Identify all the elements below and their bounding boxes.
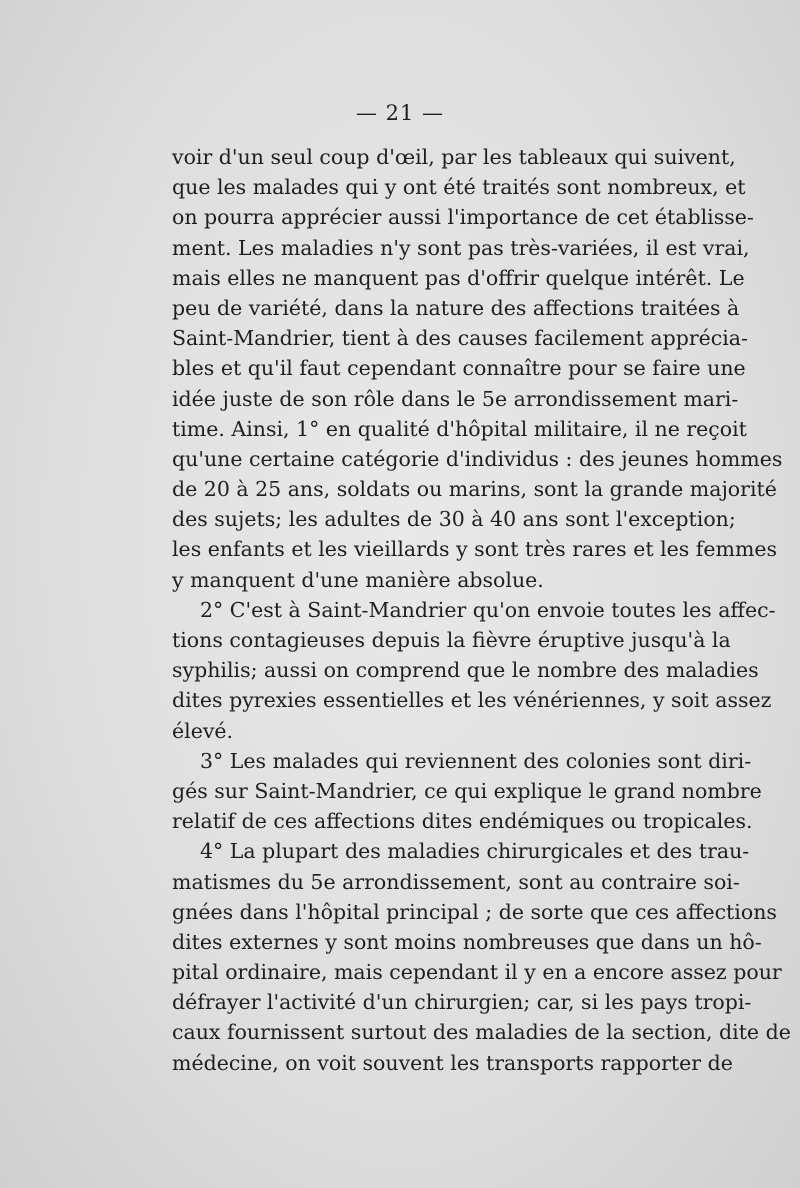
- text-line: gnées dans l'hôpital principal ; de sorte que ces affections: [172, 899, 777, 924]
- text-line: y manquent d'une manière absolue.: [172, 567, 544, 592]
- text-line: ment. Les maladies n'y sont pas très-variées, il est vrai,: [172, 235, 750, 260]
- text-line: que les malades qui y ont été traités sont nombreux, et: [172, 175, 746, 200]
- text-line: qu'une certaine catégorie d'individus : des jeunes hommes: [172, 446, 783, 471]
- text-line: idée juste de son rôle dans le 5e arrondissement mari-: [172, 386, 739, 411]
- text-line: dites externes y sont moins nombreuses que dans un hô-: [172, 929, 762, 954]
- text-line: voir d'un seul coup d'œil, par les tableaux qui suivent,: [172, 145, 736, 169]
- body-text: [172, 142, 791, 1078]
- text-line: dites pyrexies essentielles et les vénériennes, y soit assez: [172, 688, 772, 713]
- text-line: matismes du 5e arrondissement, sont au contraire soi-: [172, 869, 740, 894]
- text-line: mais elles ne manquent pas d'offrir quelque intérêt. Le: [172, 265, 745, 290]
- text-line: tions contagieuses depuis la fièvre éruptive jusqu'à la: [172, 628, 731, 652]
- text-line: 4° La plupart des maladies chirurgicales et des trau-: [200, 839, 750, 864]
- text-line: des sujets; les adultes de 30 à 40 ans sont l'exception;: [172, 507, 736, 532]
- text-line: pital ordinaire, mais cependant il y en a encore assez pour: [172, 960, 782, 985]
- text-line: peu de variété, dans la nature des affections traitées à: [172, 295, 740, 320]
- text-line: time. Ainsi, 1° en qualité d'hôpital militaire, il ne reçoit: [172, 416, 747, 441]
- text-line: on pourra apprécier aussi l'importance de cet établisse-: [172, 205, 754, 230]
- text-line: défrayer l'activité d'un chirurgien; car, si les pays tropi-: [172, 990, 752, 1015]
- text-line: 3° Les malades qui reviennent des colonies sont diri-: [200, 748, 752, 773]
- text-line: relatif de ces affections dites endémiques ou tropicales.: [172, 809, 753, 834]
- text-line: Saint-Mandrier, tient à des causes facilement apprécia-: [172, 326, 748, 351]
- text-line: bles et qu'il faut cependant connaître pour se faire une: [172, 356, 746, 381]
- text-line: les enfants et les vieillards y sont très rares et les femmes: [172, 537, 778, 562]
- text-line: médecine, on voit souvent les transports rapporter de: [172, 1050, 733, 1075]
- text-line: caux fournissent surtout des maladies de la section, dite de: [172, 1020, 791, 1045]
- text-line: gés sur Saint-Mandrier, ce qui explique le grand nombre: [172, 778, 762, 803]
- text-line: de 20 à 25 ans, soldats ou marins, sont la grande majorité: [172, 477, 777, 502]
- text-line: élevé.: [172, 718, 234, 743]
- text-line: 2° C'est à Saint-Mandrier qu'on envoie toutes les affec-: [200, 597, 776, 622]
- text-line: syphilis; aussi on comprend que le nombre des maladies: [172, 658, 759, 683]
- page-number: — 21 —: [355, 101, 445, 125]
